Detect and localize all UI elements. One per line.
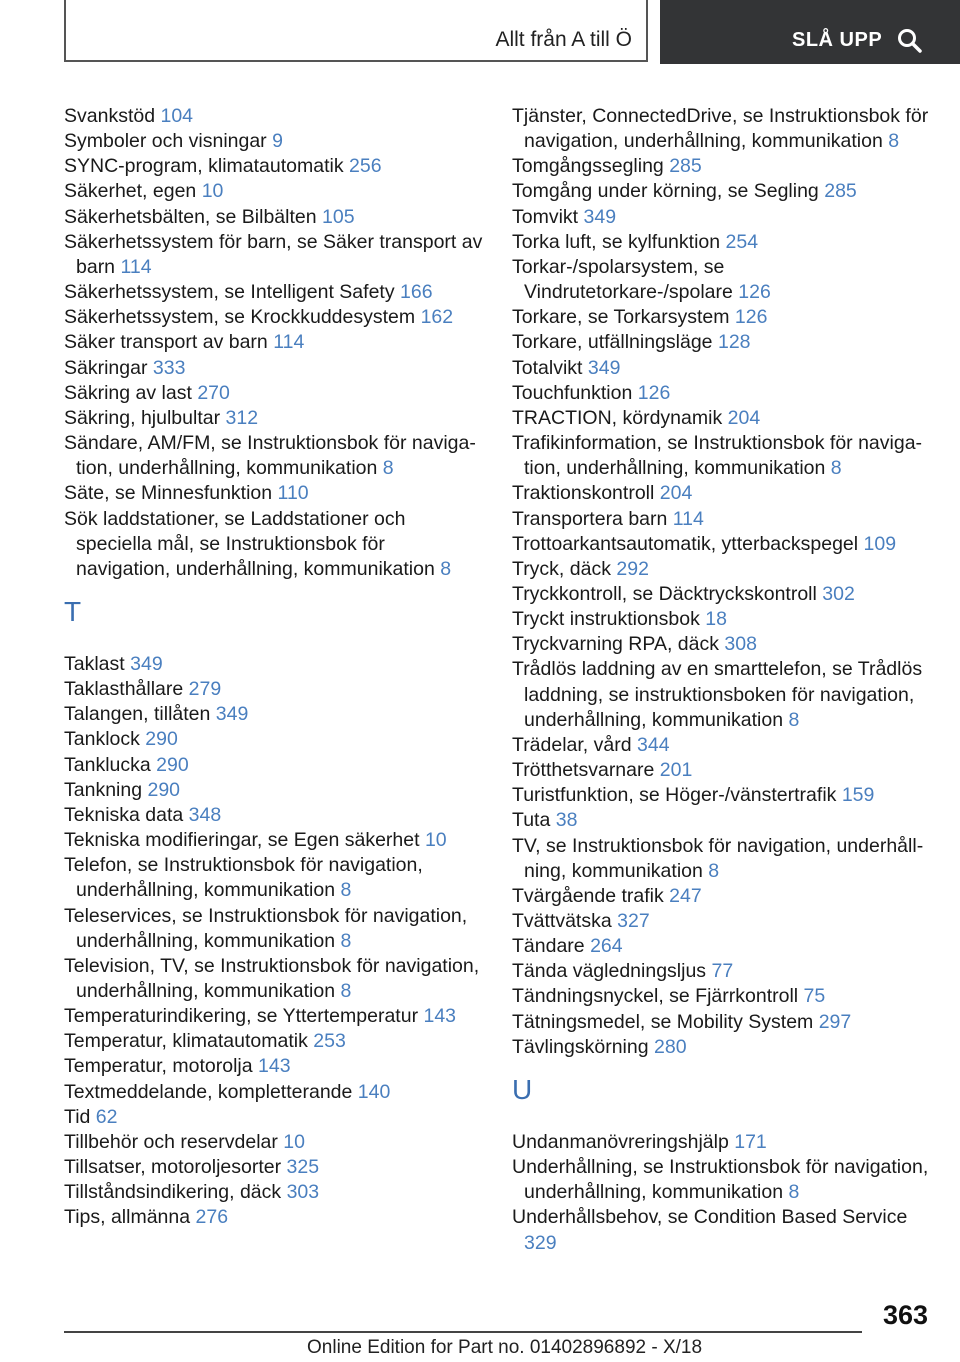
page-link[interactable]: 325 — [286, 1156, 320, 1179]
entry-text: Tillbehör och reservdelar — [64, 1130, 278, 1153]
page-link[interactable]: 8 — [708, 859, 720, 882]
index-entry — [512, 406, 932, 431]
page-link[interactable]: 75 — [803, 985, 826, 1008]
page-link[interactable]: 8 — [788, 708, 800, 731]
page-link[interactable]: 297 — [818, 1010, 852, 1033]
page-link[interactable]: 280 — [654, 1035, 687, 1058]
index-entry — [64, 1180, 484, 1205]
entry-text: Sändare, AM/FM, se Instruktionsbok för navigation, underhållning, kommunikation — [64, 432, 476, 480]
index-entry — [64, 1080, 484, 1105]
page-link[interactable]: 8 — [340, 929, 352, 952]
index-entry — [512, 305, 932, 330]
index-entry — [64, 1029, 484, 1054]
page-link[interactable]: 312 — [225, 406, 259, 429]
entry-text: Säkringar — [64, 356, 148, 379]
index-entry — [64, 803, 484, 828]
entry-text: Temperaturindikering, se Yttertemperatur — [64, 1005, 419, 1028]
entry-text: Telefon, se Instruktionsbok för navigation, underhållning, kommunikation — [64, 854, 423, 902]
page-link[interactable]: 349 — [587, 356, 621, 379]
index-entry — [64, 1105, 484, 1130]
entry-text: Torkar-/spolarsystem, se Vindrutetorkare-/spolare — [512, 255, 733, 304]
entry-text: Sök laddstationer, se Laddstationer och speciella mål, se Instruktionsbok för navigation, underhållning, kommunikation — [64, 507, 435, 580]
page-link[interactable]: 256 — [349, 155, 382, 178]
page-link[interactable]: 292 — [616, 557, 649, 580]
entry-text: Undanmanövreringshjälp — [512, 1130, 729, 1153]
index-entry — [512, 1035, 932, 1060]
page-link[interactable]: 114 — [120, 255, 152, 278]
index-entry — [64, 904, 484, 954]
index-entry — [512, 808, 932, 833]
entry-text: Säkring av last — [64, 381, 192, 404]
entry-text: Tillståndsindikering, däck — [64, 1181, 282, 1204]
page-link[interactable]: 349 — [130, 652, 163, 675]
index-entry — [512, 657, 932, 732]
index-column-left — [64, 104, 484, 1231]
page-link[interactable]: 143 — [258, 1055, 291, 1078]
entry-text: Underhållning, se Instruktionsbok för navigation, underhållning, kommunikation — [512, 1156, 929, 1204]
entry-text: Transportera barn — [512, 507, 668, 530]
entry-text: Television, TV, se Instruktionsbok för navigation, underhållning, kommunikation — [64, 954, 480, 1002]
index-entry — [64, 179, 484, 204]
page-link[interactable]: 114 — [672, 507, 704, 530]
page-link[interactable]: 279 — [188, 678, 222, 701]
entry-text: Tomvikt — [512, 205, 579, 228]
page-link[interactable]: 349 — [583, 205, 617, 228]
entry-text: TV, se Instruktionsbok för navigation, underhållning, kommunikation — [512, 834, 924, 882]
entry-text: Torkare, se Torkarsystem — [512, 306, 730, 329]
index-entry — [512, 758, 932, 783]
top-navigation-bar — [0, 0, 960, 66]
entry-text: Tända vägledningsljus — [512, 960, 707, 983]
index-entry — [64, 104, 484, 129]
index-entry — [512, 205, 932, 230]
index-entry — [64, 305, 484, 330]
index-entry — [64, 828, 484, 853]
index-entry — [64, 431, 484, 481]
entry-text: TRACTION, kördynamik — [512, 406, 723, 429]
entry-text: Tryckkontroll, se Däcktryckskontroll — [512, 582, 817, 605]
index-entry — [512, 834, 932, 884]
page-link[interactable]: 348 — [188, 803, 222, 826]
page-link[interactable]: 104 — [160, 105, 194, 127]
index-entry — [64, 1155, 484, 1180]
page-link[interactable]: 333 — [152, 356, 186, 379]
entry-text: Touchfunktion — [512, 381, 633, 404]
page-link[interactable]: 247 — [669, 884, 702, 907]
page-link[interactable]: 10 — [201, 180, 224, 203]
index-entry — [512, 984, 932, 1009]
page-link[interactable]: 290 — [156, 753, 189, 776]
index-entry — [512, 381, 932, 406]
page-link[interactable]: 253 — [313, 1030, 346, 1053]
page-link[interactable]: 8 — [340, 980, 352, 1002]
index-entry — [64, 381, 484, 406]
entry-text: Textmeddelande, kompletterande — [64, 1080, 353, 1103]
index-entry — [64, 129, 484, 154]
entry-text: Tanklucka — [64, 753, 151, 776]
page-link[interactable]: 285 — [669, 155, 702, 178]
index-entry — [64, 702, 484, 727]
index-entry — [512, 1130, 932, 1155]
index-entry — [512, 481, 932, 506]
page-link[interactable]: 8 — [788, 1181, 800, 1204]
page-link[interactable]: 140 — [357, 1080, 391, 1103]
entry-text: Torkare, utfällningsläge — [512, 331, 713, 354]
entry-text: Tuta — [512, 809, 551, 832]
index-entry — [64, 205, 484, 230]
entry-text: Taklasthållare — [64, 678, 184, 701]
page-link[interactable]: 349 — [215, 703, 249, 726]
entry-text: Trädelar, vård — [512, 733, 632, 756]
entry-text: Tvärgående trafik — [512, 884, 664, 907]
entry-text: Underhållsbehov, se Condition Based Service — [512, 1206, 908, 1229]
page-link[interactable]: 18 — [705, 608, 727, 631]
entry-text: Tätningsmedel, se Mobility System — [512, 1010, 814, 1033]
page-link[interactable]: 290 — [145, 728, 178, 751]
page-link[interactable]: 8 — [440, 557, 452, 580]
search-tab-label: SLÅ UPP — [792, 29, 883, 51]
page-link[interactable]: 8 — [830, 457, 842, 480]
index-entry — [512, 557, 932, 582]
index-entry — [64, 330, 484, 355]
index-entry — [512, 330, 932, 355]
index-entry — [512, 934, 932, 959]
index-entry — [64, 481, 484, 506]
entry-text: Tillsatser, motoroljesorter — [64, 1156, 282, 1179]
section-letter: U — [512, 1073, 533, 1105]
index-column-right — [512, 104, 932, 1256]
entry-text: Symboler och visningar — [64, 130, 267, 153]
page-link[interactable]: 171 — [734, 1130, 767, 1153]
entry-text: Tändningsnyckel, se Fjärrkontroll — [512, 985, 799, 1008]
entry-text: SYNC-program, klimatautomatik — [64, 155, 344, 178]
page-link[interactable]: 8 — [888, 130, 900, 153]
page-link[interactable]: 10 — [283, 1130, 305, 1153]
search-tab[interactable] — [660, 0, 960, 64]
entry-text: Teleservices, se Instruktionsbok för navigation, underhållning, kommunikation — [64, 904, 468, 952]
index-entry — [512, 154, 932, 179]
page-link[interactable]: 329 — [524, 1231, 557, 1254]
index-entry — [512, 1205, 932, 1255]
page-link[interactable]: 166 — [400, 281, 433, 304]
footer-divider — [64, 1331, 862, 1333]
entry-text: Turistfunktion, se Höger-/vänstertrafik — [512, 784, 837, 807]
index-tab-label: Allt från A till Ö — [495, 28, 632, 51]
page-link[interactable]: 128 — [717, 331, 751, 354]
entry-text: Tvättvätska — [512, 910, 612, 932]
page-link[interactable]: 126 — [738, 281, 771, 304]
index-entry — [64, 778, 484, 803]
page-link[interactable]: 126 — [734, 306, 768, 329]
page-link[interactable]: 38 — [555, 809, 578, 832]
entry-text: Tävlingskörning — [512, 1035, 649, 1058]
page-link[interactable]: 204 — [727, 406, 761, 429]
page-link[interactable]: 302 — [822, 582, 855, 605]
index-entry — [64, 727, 484, 752]
index-entry — [512, 431, 932, 481]
index-entry — [512, 507, 932, 532]
entry-text: Trafikinformation, se Instruktionsbok för navigation, underhållning, kommunikation — [512, 432, 923, 480]
page-link[interactable]: 290 — [147, 778, 181, 801]
page-link[interactable]: 201 — [659, 759, 693, 782]
page-link[interactable]: 308 — [724, 633, 757, 656]
entry-text: Tryckt instruktionsbok — [512, 608, 700, 631]
entry-text: Tekniska modifieringar, se Egen säkerhet — [64, 829, 420, 852]
page-link[interactable]: 62 — [95, 1105, 118, 1128]
index-entry — [64, 1130, 484, 1155]
entry-text: Säkerhetssystem, se Intelligent Safety — [64, 281, 395, 304]
entry-text: Säkerhet, egen — [64, 180, 197, 203]
entry-text: Tryck, däck — [512, 557, 611, 580]
page-link[interactable]: 110 — [277, 482, 309, 505]
section-letter: T — [64, 595, 82, 627]
index-entry — [64, 1004, 484, 1029]
page-link[interactable]: 159 — [841, 784, 875, 807]
index-entry — [512, 884, 932, 909]
entry-text: Tomgångssegling — [512, 155, 664, 178]
index-entry — [512, 255, 932, 305]
index-entry — [64, 507, 484, 582]
entry-text: Säker transport av barn — [64, 331, 268, 354]
page-link[interactable]: 9 — [272, 130, 283, 153]
index-entry — [512, 104, 932, 154]
entry-text: Totalvikt — [512, 356, 583, 379]
index-entry — [64, 1205, 484, 1230]
index-entry — [512, 532, 932, 557]
index-entry — [64, 652, 484, 677]
entry-text: Tjänster, ConnectedDrive, se Instruktionsbok för navigation, underhållning, kommunikation — [512, 105, 929, 153]
index-entry — [512, 909, 932, 934]
entry-text: Tips, allmänna — [64, 1206, 191, 1229]
index-entry — [64, 356, 484, 381]
index-tab[interactable] — [64, 0, 648, 62]
page-link[interactable]: 254 — [725, 230, 759, 253]
page-link[interactable]: 77 — [711, 960, 734, 983]
entry-text: Tändare — [512, 935, 585, 958]
page-link[interactable]: 8 — [340, 879, 352, 902]
index-entry — [64, 753, 484, 778]
page-link[interactable]: 114 — [273, 331, 305, 354]
index-entry — [64, 406, 484, 431]
entry-text: Tekniska data — [64, 803, 184, 826]
index-entry — [512, 356, 932, 381]
entry-text: Tomgång under körning, se Segling — [512, 180, 819, 203]
page-link[interactable]: 162 — [420, 306, 454, 329]
entry-text: Trådlös laddning av en smarttelefon, se Trådlös laddning, se instruktionsboken för navigation, underhållning, kommunikation — [512, 658, 923, 731]
page-link[interactable]: 270 — [197, 381, 230, 404]
index-entry — [64, 954, 484, 1004]
entry-text: Traktionskontroll — [512, 482, 655, 505]
entry-text: Torka luft, se kylfunktion — [512, 230, 721, 253]
index-entry — [512, 632, 932, 657]
page-number: 363 — [882, 1300, 928, 1330]
entry-text: Tid — [64, 1105, 91, 1128]
page-link[interactable]: 10 — [424, 829, 447, 852]
index-entry — [64, 230, 484, 280]
entry-text: Säkerhetsbälten, se Bilbälten — [64, 205, 317, 228]
index-entry — [64, 1054, 484, 1079]
index-entry — [64, 853, 484, 903]
index-entry — [64, 677, 484, 702]
index-entry — [64, 280, 484, 305]
page-link[interactable]: 143 — [423, 1005, 457, 1028]
entry-text: Temperatur, motorolja — [64, 1055, 253, 1078]
page-link[interactable]: 276 — [195, 1206, 229, 1229]
page-link[interactable]: 264 — [590, 935, 623, 958]
index-entry — [64, 154, 484, 179]
page-link[interactable]: 109 — [863, 532, 897, 555]
entry-text: Säkerhetssystem för barn, se Säker transport av barn — [64, 230, 483, 278]
index-entry — [512, 607, 932, 632]
entry-text: Tanklock — [64, 728, 140, 751]
page-link[interactable]: 285 — [824, 180, 857, 203]
entry-text: Tryckvarning RPA, däck — [512, 633, 719, 656]
page-link[interactable]: 126 — [637, 381, 671, 404]
entry-text: Trottoarkantsautomatik, ytterbackspegel — [512, 532, 859, 555]
index-entry — [512, 230, 932, 255]
index-entry — [512, 733, 932, 758]
page-link[interactable]: 303 — [286, 1181, 320, 1204]
index-entry — [512, 959, 932, 984]
entry-text: Temperatur, klimatautomatik — [64, 1030, 308, 1053]
entry-text: Talangen, tillåten — [64, 703, 211, 726]
entry-text: Tankning — [64, 778, 143, 801]
index-entry — [512, 1010, 932, 1035]
entry-text: Trötthetsvarnare — [512, 759, 655, 782]
index-entry — [512, 179, 932, 204]
entry-text: Svankstöd — [64, 105, 156, 127]
page-link[interactable]: 204 — [659, 482, 693, 505]
entry-text: Säte, se Minnesfunktion — [64, 482, 273, 505]
page-link[interactable]: 8 — [382, 457, 394, 480]
index-entry — [512, 783, 932, 808]
page-link[interactable]: 327 — [617, 910, 650, 932]
search-icon — [897, 28, 923, 54]
edition-text: Online Edition for Part no. 01402896892 - X/18 — [307, 1337, 703, 1358]
entry-text: Säkring, hjulbultar — [64, 406, 221, 429]
index-entry — [512, 1155, 932, 1205]
index-entry — [512, 582, 932, 607]
entry-text: Taklast — [64, 652, 125, 675]
page-link[interactable]: 344 — [637, 733, 670, 756]
page-link[interactable]: 105 — [322, 205, 355, 228]
entry-text: Säkerhetssystem, se Krockkuddesystem — [64, 306, 416, 329]
